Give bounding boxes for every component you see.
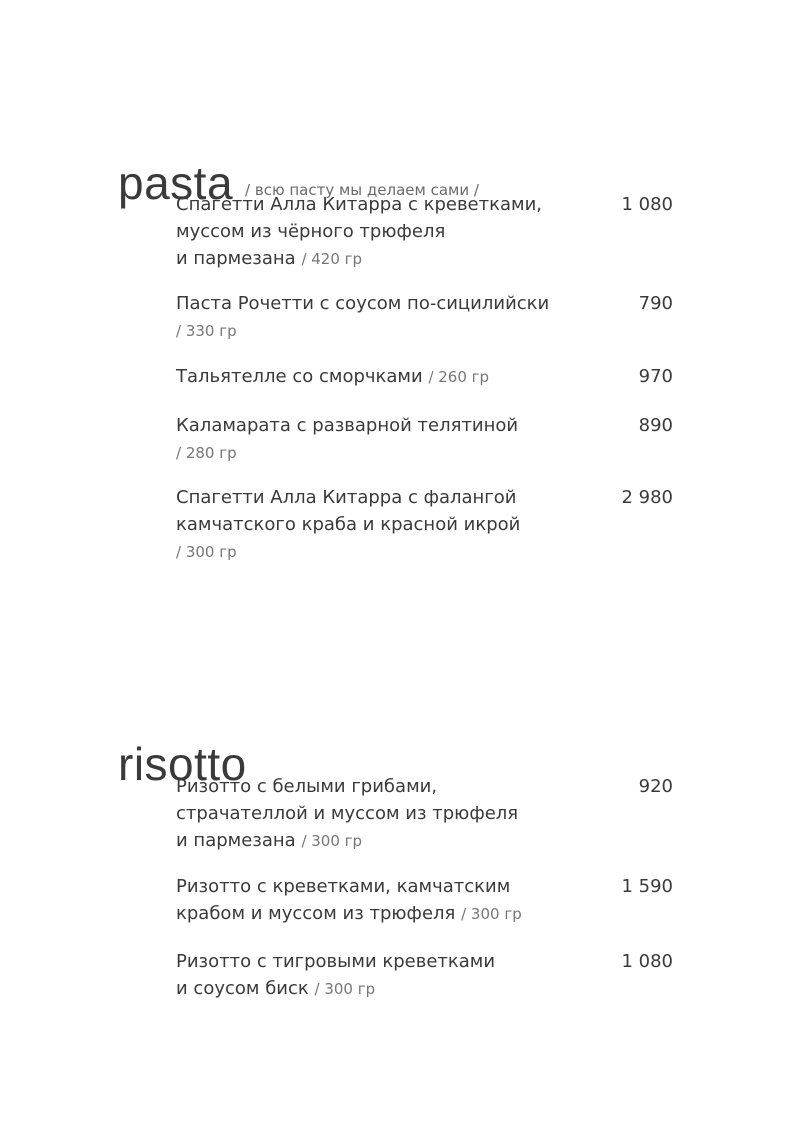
item-price: 1 590 [621, 876, 673, 897]
item-name-line: Ризотто с белыми грибами, [176, 776, 438, 797]
item-name [176, 948, 606, 1003]
item-weight: / 300 гр [176, 543, 237, 561]
item-name-line-last [176, 363, 606, 391]
item-name-line: Спагетти Алла Китарра с креветками, [176, 194, 543, 215]
item-name-line: муссом из чёрного трюфеля [176, 221, 446, 242]
item-name [176, 290, 606, 345]
menu-item [176, 191, 673, 273]
menu-item [176, 773, 673, 855]
section-title-text: risotto [118, 738, 247, 791]
item-price: 970 [638, 366, 673, 387]
item-name-line-last [176, 245, 606, 273]
item-name-line-last [176, 827, 606, 855]
item-weight-line [176, 317, 606, 345]
item-name [176, 191, 606, 273]
item-name-line-last [176, 900, 606, 928]
menu-item [176, 412, 673, 467]
item-weight: / 300 гр [301, 832, 363, 850]
item-name [176, 773, 606, 855]
item-name [176, 412, 606, 467]
menu-item [176, 363, 673, 391]
item-price: 890 [638, 415, 673, 436]
item-name-line: Ризотто с креветками, камчатским [176, 876, 511, 897]
item-name-text: и пармезана [176, 248, 296, 269]
item-name [176, 873, 606, 928]
item-name-line: Каламарата с разварной телятиной [176, 415, 519, 436]
item-name-line-last [176, 975, 606, 1003]
menu-item [176, 948, 673, 1003]
item-price: 1 080 [621, 194, 673, 215]
item-weight: / 280 гр [176, 444, 237, 462]
menu-item [176, 873, 673, 928]
item-weight: / 260 гр [428, 368, 490, 386]
menu-item [176, 290, 673, 345]
item-name-line: страчателлой и муссом из трюфеля [176, 803, 519, 824]
section-subtitle: / всю пасту мы делаем сами / [245, 181, 479, 200]
section-title-text: pasta [118, 157, 234, 210]
item-price: 2 980 [621, 487, 673, 508]
item-weight: / 300 гр [461, 905, 522, 923]
item-name-text: и соусом биск [176, 978, 309, 999]
item-price: 920 [638, 776, 673, 797]
item-weight-line [176, 538, 606, 566]
item-name-line: Спагетти Алла Китарра с фалангой [176, 487, 517, 508]
item-name-line: камчатского краба и красной икрой [176, 514, 521, 535]
item-name-text: и пармезана [176, 830, 296, 851]
item-name [176, 363, 606, 391]
item-name-text: крабом и муссом из трюфеля [176, 903, 456, 924]
item-weight-line [176, 439, 606, 467]
item-name-line: Ризотто с тигровыми креветками [176, 951, 496, 972]
item-weight: / 420 гр [301, 250, 363, 268]
item-price: 790 [638, 293, 673, 314]
item-weight: / 330 гр [176, 322, 237, 340]
item-weight: / 300 гр [314, 980, 376, 998]
item-name [176, 484, 606, 566]
item-name-text: Тальятелле со сморчками [176, 366, 423, 387]
item-name-line: Паста Рочетти с соусом по-сицилийски [176, 293, 550, 314]
item-price: 1 080 [621, 951, 673, 972]
menu-item [176, 484, 673, 566]
